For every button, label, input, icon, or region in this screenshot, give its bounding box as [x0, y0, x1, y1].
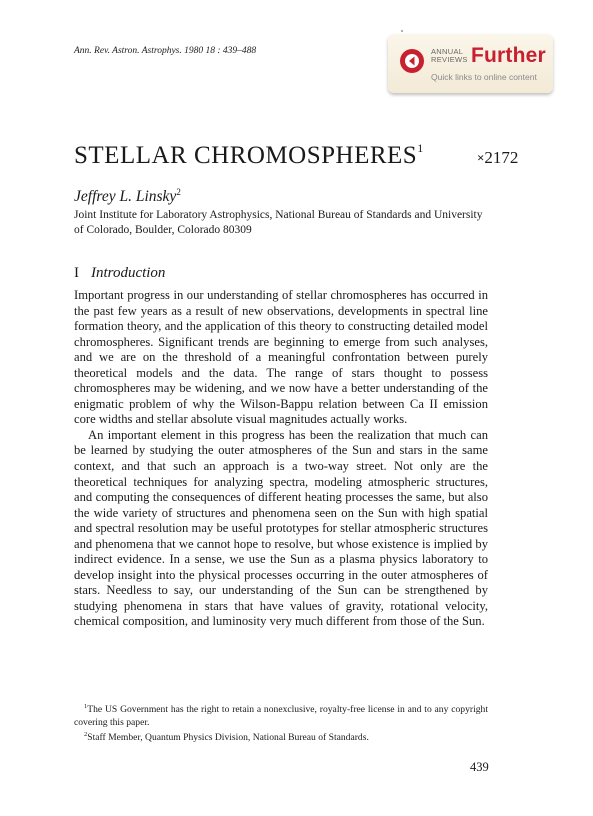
section-title: Introduction: [91, 265, 166, 281]
further-label: Further: [471, 44, 546, 67]
paragraph: An important element in this progress has been the realization that much can be learned by studying the outer atmospheres of the Sun and stars in the same context, and that such an approach is a two-way street. Not only are the theoretical techniques for analyzing spectra, modeling atmospheric structures, and computing the consequences of different heating processes the same, but also the wide variety of structures and phenomena seen on the Sun with high spatial and spectral resolution may be useful prototypes for stellar atmospheric structures and phenomena that we cannot hope to resolve, but whose existence is implied by indirect evidence. In a sense, we use the Sun as a plasma physics laboratory to develop insight into the physical processes occurring in the outer atmospheres of stars. Needless to say, our understanding of the Sun can be strengthened by studying phenomena in stars that have values of gravity, rotational velocity, chemical composition, and luminosity very much different from those of the Sun.: [74, 427, 488, 629]
arrow-left-circle-icon: [400, 49, 424, 73]
section-number: I: [74, 265, 79, 281]
footnote: $^1$The US Government has the right to retain a nonexclusive, royalty-free license in and to any copyright covering this paper.: [74, 703, 488, 728]
title-footnote-mark: 1: [417, 140, 424, 155]
reference-number: ×2172: [477, 148, 519, 167]
author-footnote-mark: 2: [176, 187, 181, 197]
scan-dot: [401, 30, 403, 32]
reference-star: ×: [477, 150, 485, 165]
journal-citation: Ann. Rev. Astron. Astrophys. 1980 18 : 439–488: [74, 46, 257, 56]
section-heading: [74, 265, 165, 282]
article-title: STELLAR CHROMOSPHERES$^1$: [74, 140, 424, 169]
author-affiliation: Joint Institute for Laboratory Astrophysics, National Bureau of Standards and University of Colorado, Boulder, Colorado 80309: [74, 209, 483, 236]
further-subtitle: Quick links to online content: [431, 72, 537, 82]
further-badge[interactable]: [388, 34, 553, 93]
footnotes: [74, 701, 488, 745]
body-text: [74, 288, 488, 630]
author-name: Jeffrey L. Linsky$^2$: [74, 187, 181, 206]
annual-reviews-label: ANNUAL REVIEWS: [431, 47, 468, 64]
paragraph: Important progress in our understanding of stellar chromospheres has occurred in the past few years as a result of new observations, developments in spectral line formation theory, and the application of this theory to constructing detailed model chromospheres. Significant trends are beginning to emerge from such analyses, and we are on the threshold of a meaningful confrontation between purely theoretical models and the data. The range of stars thought to possess chromospheres may be widening, and we now have a better understanding of the enigmatic problem of why the Wilson-Bappu relation between Ca II emission core widths and stellar absolute visual magnitudes actually works.: [74, 288, 488, 427]
footnote: $^2$Staff Member, Quantum Physics Division, National Bureau of Standards.: [84, 731, 369, 744]
page-number: 439: [470, 760, 489, 774]
